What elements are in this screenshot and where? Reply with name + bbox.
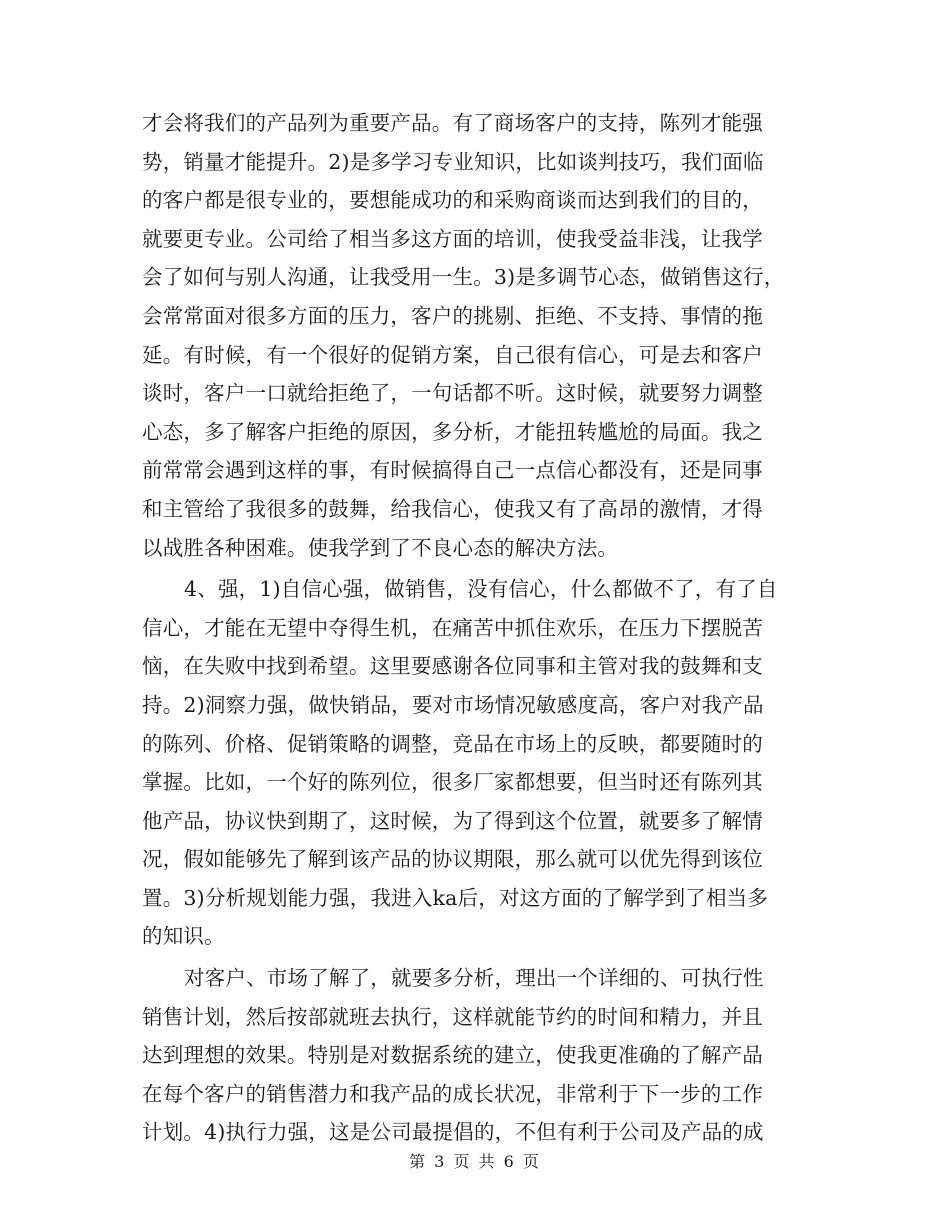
- text-line: 延。有时候，有一个很好的促销方案，自己很有信心，可是去和客户: [142, 342, 763, 367]
- text-line: 销售计划，然后按部就班去执行，这样就能节约的时间和精力，并且: [142, 1004, 763, 1029]
- text-line: 在每个客户的销售潜力和我产品的成长状况，非常利于下一步的工作: [142, 1081, 763, 1106]
- text-line: 恼，在失败中找到希望。这里要感谢各位同事和主管对我的鼓舞和支: [142, 654, 763, 679]
- paragraph-2: [142, 570, 810, 956]
- text-line: 的陈列、价格、促销策略的调整，竞品在市场上的反映，都要随时的: [142, 731, 763, 756]
- text-line: 才会将我们的产品列为重要产品。有了商场客户的支持，陈列才能强: [142, 111, 763, 135]
- text-line: 前常常会遇到这样的事，有时候搞得自己一点信心都没有，还是同事: [142, 458, 763, 483]
- text-line: 以战胜各种困难。使我学到了不良心态的解决方法。: [142, 535, 619, 560]
- text-line: 会了如何与别人沟通，让我受用一生。3)是多调节心态，做销售这行，: [142, 265, 785, 290]
- page-number-footer: 第 3 页 共 6 页: [409, 1152, 541, 1171]
- document-body: [142, 104, 810, 1155]
- text-line: 和主管给了我很多的鼓舞，给我信心，使我又有了高昂的激情，才得: [142, 496, 763, 521]
- text-line: 对客户、市场了解了，就要多分析，理出一个详细的、可执行性: [184, 966, 764, 991]
- text-line: 持。2)洞察力强，做快销品，要对市场情况敏感度高，客户对我产品: [142, 692, 764, 717]
- text-line: 信心，才能在无望中夺得生机，在痛苦中抓住欢乐，在压力下摆脱苦: [142, 615, 763, 640]
- text-line: 就要更专业。公司给了相当多这方面的培训，使我受益非浅，让我学: [142, 226, 763, 251]
- text-line: 置。3)分析规划能力强，我进入ka后，对这方面的了解学到了相当多: [142, 885, 769, 910]
- text-line: 的知识。: [142, 924, 225, 949]
- text-line: 计划。4)执行力强，这是公司最提倡的，不但有利于公司及产品的成: [142, 1120, 764, 1145]
- text-line: 心态，多了解客户拒绝的原因，多分析，才能扭转尴尬的局面。我之: [142, 419, 763, 444]
- paragraph-3: [142, 959, 810, 1152]
- text-line: 势，销量才能提升。2)是多学习专业知识，比如谈判技巧，我们面临: [142, 149, 764, 174]
- text-line: 达到理想的效果。特别是对数据系统的建立，使我更准确的了解产品: [142, 1043, 763, 1068]
- text-line: 况，假如能够先了解到该产品的协议期限，那么就可以优先得到该位: [142, 847, 763, 872]
- text-line: 4、强，1)自信心强，做销售，没有信心，什么都做不了，有了自: [184, 577, 778, 602]
- text-line: 会常常面对很多方面的压力，客户的挑剔、拒绝、不支持、事情的拖: [142, 303, 763, 328]
- text-line: 掌握。比如，一个好的陈列位，很多厂家都想要，但当时还有陈列其: [142, 770, 763, 795]
- text-line: 谈时，客户一口就给拒绝了，一句话都不听。这时候，就要努力调整: [142, 381, 763, 406]
- paragraph-1: [142, 104, 810, 567]
- text-line: 他产品，协议快到期了，这时候，为了得到这个位置，就要多了解情: [142, 808, 763, 833]
- text-line: 的客户都是很专业的，要想能成功的和采购商谈而达到我们的目的，: [142, 188, 763, 213]
